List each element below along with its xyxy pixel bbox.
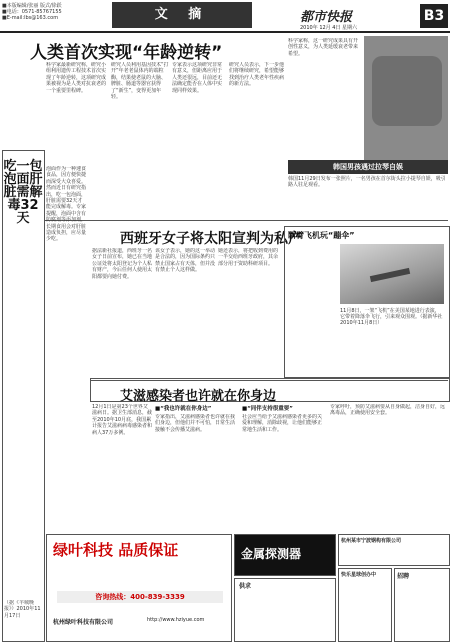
- page-header: [0, 0, 450, 32]
- ad-steel-title: 杭州某市宁波钢构有限公司: [341, 538, 402, 544]
- photo1-caption-bar: 韩国男孩遇过拉琴自娱: [288, 160, 448, 174]
- article3-col3: 社会应当给予艾滋病感染者更多的关爱和理解，消除歧视，让他们能够正常地生活和工作。: [242, 414, 323, 433]
- photo1-caption: 韩国11月29日发布一张照片，一名男孩在首尔街头拉小提琴自娱，吸引路人驻足观看。: [288, 176, 446, 188]
- newspaper-masthead: 都市快报: [300, 10, 353, 25]
- ad-happy[interactable]: [338, 568, 392, 642]
- photo2-text: 11月8日，一架“飞机”在美国某地进行表演，它带着降落伞飞行，引来观众围观。（据新华社 2010年11月8日）: [340, 308, 443, 326]
- ad-metal-title: 金属探测器: [241, 547, 302, 561]
- ad-supply-title: 供求: [239, 583, 252, 590]
- airplane-shape: [370, 268, 410, 282]
- email-line: ■E-mail:lbs@163.com: [2, 15, 59, 21]
- header-rule: [0, 31, 450, 33]
- headline-aids: 艾滋感染者也许就在你身边: [120, 389, 277, 404]
- ad-happy-title: 快乐星球创办中: [341, 572, 377, 578]
- article1-col-right: 科学家称，这一研究成果具有开创性意义，为人类延缓衰老带来希望。: [288, 38, 359, 57]
- photo2-caption: 断臂飞机玩“蹦伞”: [288, 231, 355, 240]
- article1-col4: 研究人员表示，下一步他们将继续研究，希望能够找到治疗人类老年性疾病的新方法。: [229, 62, 284, 88]
- section-title: 文 摘: [112, 2, 252, 28]
- article1-col1: 科学家最新研究称，研究小组利用遗传工程技术首次实现了年龄逆转，这项研究成果被视为是人类对抗衰老的一个重要里程碑。: [46, 62, 107, 94]
- headline-sun-property: 西班牙女子将太阳宣判为私产: [120, 231, 302, 247]
- section-rule: [44, 220, 448, 221]
- noodle-article-source: （据《羊城晚报》）2010年11月17日: [4, 600, 41, 619]
- article3-subhead1: ■“我也许就在你身边”: [155, 406, 212, 412]
- ad-lvye-logo: 绿叶科技 品质保证: [53, 541, 179, 559]
- article1-col3: 专家表示这项研究非常有意义，但距离应用于人类还很远，目前还无法确定能否在人体中实现同样效果。: [172, 62, 223, 94]
- editor-line: ■本版编辑/张丽 版式/徐跃: [2, 3, 62, 9]
- photo-subject: [372, 56, 442, 126]
- page-number: B3: [420, 4, 448, 28]
- ad-lvye[interactable]: [46, 534, 232, 642]
- article3-subhead2: ■“同伴支持很重要”: [242, 406, 293, 412]
- editor-info: [2, 3, 92, 21]
- article2-col1: 据法新社报道，西班牙一名女子日前宣布，她已在当地公证处将太阳登记为个人私有财产，今后任何人使用太阳都要向她付费。: [92, 248, 152, 280]
- ad-lvye-url[interactable]: http://www.hziyue.com: [147, 617, 205, 623]
- ad-steel[interactable]: [338, 534, 450, 566]
- ad-jobs[interactable]: [394, 568, 450, 642]
- ad-lvye-phone: 咨询热线：400-839-3339: [57, 591, 223, 603]
- ad-supply[interactable]: [234, 578, 336, 642]
- noodle-article-body: 泡面作为一种速食食品，因方便快捷而深受大众喜爱。然而近日有研究指出，吃一包泡面，肝脏需要32天才能完成解毒。专家提醒，泡面中含有防腐剂等添加剂，长期食用会对肝脏造成负担，应尽量少吃。: [46, 166, 86, 243]
- article2-col2: 该女子表示，她的这一举动是合法的，因为国际条约只禁止国家占有天体，但并没有禁止个人这样做。: [155, 248, 215, 274]
- ad-jobs-title: 招聘: [397, 573, 410, 580]
- issue-date: 2010年 12月 4日 星期六: [300, 25, 358, 31]
- phone-line: ■电话：0571-85767155: [2, 9, 62, 15]
- article3-col1: 12月1日是第23个世界艾滋病日。据卫生部消息，截至2010年10月底，我国累计报告艾滋病病毒感染者和病人37万多例。: [92, 404, 152, 436]
- headline-age-reversal: 人类首次实现“年龄逆转”: [30, 43, 223, 63]
- ad-metal-detector[interactable]: [234, 534, 336, 576]
- ad-lvye-company: 杭州绿叶科技有限公司: [53, 619, 114, 626]
- headline-instant-noodles: 吃一包泡面肝脏需解毒32天: [3, 159, 43, 226]
- photo-boy-violin: [364, 36, 448, 166]
- article2-col3: 她还表示，将把收到费用的一半交给西班牙政府，其余部分用于资助科研项目。: [218, 248, 278, 267]
- photo-airplane: [340, 244, 444, 304]
- article3-col2: 专家指出，艾滋病感染者也许就在我们身边，但他们并不可怕，日常生活接触不会传播艾滋病。: [155, 414, 236, 433]
- article1-col2: 研究人员利用基因技术“打开”年老老鼠体内的端粒酶，结果使老鼠的大脑、脾脏、肠道等器官获得了“新生”，变得更加年轻。: [111, 62, 169, 101]
- article3-col4: 专家呼吁，预防艾滋病要从自身做起，洁身自好，远离毒品，正确使用安全套。: [330, 404, 446, 417]
